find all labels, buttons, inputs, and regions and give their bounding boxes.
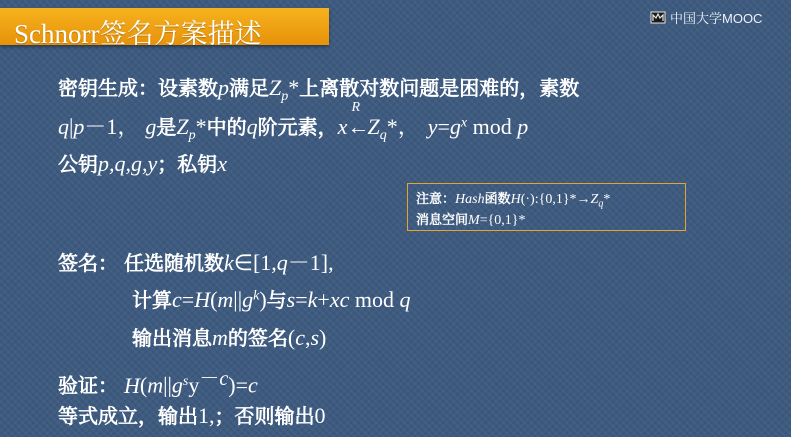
keygen-text: 阶元素， xyxy=(257,115,338,139)
math-concat: || xyxy=(163,372,172,398)
math-R: R xyxy=(351,100,360,115)
math-sup-c: c xyxy=(219,368,229,390)
math-paren: ( xyxy=(287,325,296,350)
note-line-2 xyxy=(416,209,526,229)
math-p: p xyxy=(218,75,229,100)
mooc-logo xyxy=(650,8,762,26)
math-equals: = xyxy=(235,372,249,398)
sign-text: 输出消息 xyxy=(132,326,212,350)
math-c: c xyxy=(172,287,182,312)
slide-title: Schnorr签名方案描述 xyxy=(14,19,262,49)
sign-text: 计算 xyxy=(132,288,172,312)
math-paren: ) xyxy=(228,372,236,398)
math-q: q xyxy=(246,114,258,139)
math-mod: mod xyxy=(349,287,400,312)
math-paren: ( xyxy=(210,287,218,312)
math-k: k xyxy=(224,250,234,275)
math-in: ∈ xyxy=(233,250,253,275)
mooc-logo-icon xyxy=(650,11,666,24)
math-equals: = xyxy=(295,287,308,312)
math-x: x xyxy=(217,151,228,176)
math-divides: | xyxy=(69,114,74,139)
math-sup-k: k xyxy=(253,288,260,304)
result-text: ；否则输出 xyxy=(214,404,315,428)
math-minus-one: －1， xyxy=(84,114,140,139)
title-banner xyxy=(0,8,329,49)
math-comma: , xyxy=(304,325,311,350)
left-arrow-icon: ← xyxy=(347,114,370,139)
math-H: H xyxy=(124,372,140,398)
math-space-value: ={0,1}* xyxy=(479,213,526,228)
math-c: c xyxy=(295,325,305,350)
math-q: q xyxy=(399,287,411,312)
math-Z: Z xyxy=(269,75,282,100)
math-range: －1], xyxy=(287,250,334,275)
math-Z: Z xyxy=(590,192,599,207)
math-star: * xyxy=(288,75,300,100)
math-k: k xyxy=(307,287,318,312)
math-xc: xc xyxy=(329,287,350,312)
public-key-vars: p,q,g,y xyxy=(98,151,158,176)
math-x: x xyxy=(337,114,348,139)
note-box xyxy=(407,183,686,231)
result-text: 等式成立，输出 xyxy=(58,404,198,428)
math-sub-q: q xyxy=(598,198,604,210)
math-q: q xyxy=(276,250,288,275)
math-sub-q: q xyxy=(379,128,387,143)
sign-text: 与 xyxy=(266,288,287,312)
math-mod: mod xyxy=(467,114,518,139)
separator: ； xyxy=(157,152,178,176)
keygen-line-1 xyxy=(58,72,579,105)
random-arrow xyxy=(347,100,370,140)
private-key-label: 私钥 xyxy=(177,152,218,176)
math-sup-x: x xyxy=(460,115,468,131)
keygen-text: 设素数 xyxy=(158,76,218,100)
keygen-text: 是 xyxy=(156,115,177,139)
output-one: 1, xyxy=(198,403,215,428)
sign-line-1 xyxy=(58,246,334,277)
math-sub-p: p xyxy=(281,89,289,104)
math-H: H xyxy=(194,287,211,312)
math-Z: Z xyxy=(367,114,380,139)
math-y: y xyxy=(427,114,438,139)
math-paren: ) xyxy=(259,287,267,312)
math-g: g xyxy=(145,114,157,139)
keygen-line-2 xyxy=(58,100,529,144)
math-m: m xyxy=(217,287,234,312)
math-domain: (·):{0,1}*→ xyxy=(520,192,591,207)
math-p: p xyxy=(517,114,529,139)
math-equals: = xyxy=(181,287,195,312)
keygen-text: 满足 xyxy=(229,76,269,100)
verify-line xyxy=(58,362,258,399)
math-sub-p: p xyxy=(188,128,196,143)
math-concat: || xyxy=(233,287,243,312)
math-Z: Z xyxy=(176,114,189,139)
math-p: p xyxy=(73,114,85,139)
math-m: m xyxy=(212,325,228,350)
keygen-line-3 xyxy=(58,148,227,177)
math-m: m xyxy=(147,372,164,398)
math-star: * xyxy=(195,114,207,139)
math-g: g xyxy=(449,114,461,139)
note-text: 消息空间 xyxy=(416,213,469,228)
note-line-1 xyxy=(416,188,610,210)
math-c: c xyxy=(248,372,258,398)
math-q: q xyxy=(58,114,69,139)
math-plus: + xyxy=(317,287,330,312)
math-s: s xyxy=(286,287,296,312)
math-equals: = xyxy=(437,114,450,139)
math-M: M xyxy=(468,213,480,228)
math-y: y xyxy=(188,372,200,398)
math-g: g xyxy=(171,372,183,398)
sign-text: 的签名 xyxy=(227,326,288,350)
sign-label: 签名： xyxy=(58,251,118,275)
math-range: [1, xyxy=(252,250,277,275)
keygen-text: 上离散对数问题是困难的，素数 xyxy=(299,76,580,100)
verify-label: 验证： xyxy=(58,373,118,398)
keygen-label: 密钥生成： xyxy=(58,76,158,100)
math-paren: ( xyxy=(139,372,148,398)
sign-line-2 xyxy=(132,284,410,313)
keygen-text: 中的 xyxy=(206,115,247,139)
math-s: s xyxy=(310,325,320,350)
math-sup-minus: － xyxy=(199,368,220,390)
math-star: *， xyxy=(386,114,420,139)
math-sup-s: s xyxy=(182,374,189,389)
result-line xyxy=(58,400,326,429)
sign-line-3 xyxy=(132,322,326,351)
output-zero: 0 xyxy=(314,403,326,428)
math-H: H xyxy=(510,192,521,207)
note-text: 函数 xyxy=(484,192,511,207)
math-g: g xyxy=(242,287,254,312)
note-label: 注意： xyxy=(416,192,456,207)
math-hash: Hash xyxy=(455,192,485,207)
public-key-label: 公钥 xyxy=(58,152,98,176)
math-star: * xyxy=(603,192,611,207)
logo-text: 中国大学MOOC xyxy=(670,10,763,26)
math-paren: ) xyxy=(319,325,327,350)
sign-text: 任选随机数 xyxy=(124,251,224,275)
